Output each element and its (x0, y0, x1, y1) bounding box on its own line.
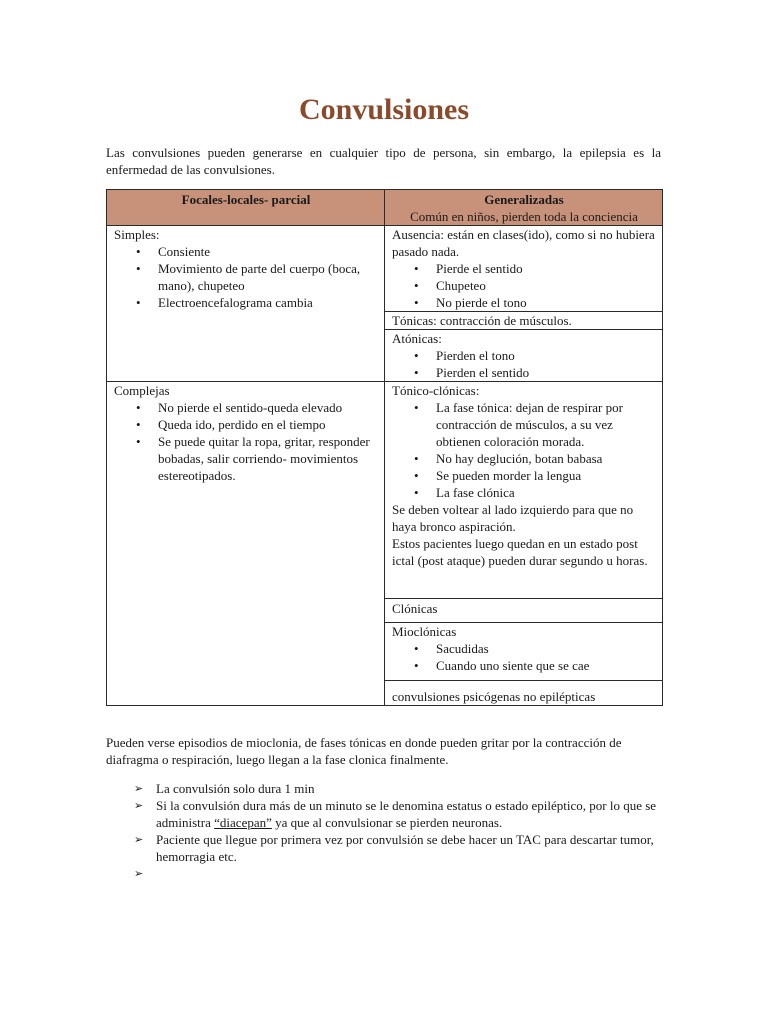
header-generalizadas-sub: Común en niños, pierden toda la conciencia (410, 209, 638, 224)
simples-list (114, 243, 378, 311)
ausencia-list (392, 260, 656, 311)
atonicas-label: Atónicas: (392, 331, 442, 346)
tonicas-label: Tónicas: contracción de músculos. (392, 313, 572, 328)
list-item: • Cuando uno siente que se cae (436, 657, 656, 674)
cell-tonicas (385, 312, 663, 330)
list-item: • Electroencefalograma cambia (158, 294, 378, 311)
tonico-clonicas-note-1: Se deben voltear al lado izquierdo para que no haya bronco aspiración. (392, 502, 634, 534)
list-item (134, 865, 661, 882)
list-item: • Pierden el sentido (436, 364, 656, 381)
header-focales (107, 190, 385, 226)
cell-tonico-clonicas (385, 382, 663, 599)
header-focales-label: Focales-locales- parcial (181, 192, 311, 207)
list-item: • La fase tónica: dejan de respirar por contracción de músculos, a su vez obtienen coloración morada. (436, 399, 656, 450)
list-item: • Movimiento de parte del cuerpo (boca, mano), chupeteo (158, 260, 378, 294)
list-item: • Chupeteo (436, 277, 656, 294)
arrow-bullet-icon: ➢ (134, 782, 144, 795)
page-title: Convulsiones (298, 93, 470, 126)
arrow-item-text-before: Si la convulsión dura más de un minuto se le denomina estatus o estado epiléptico, por lo que se administra (156, 798, 657, 830)
list-item: • No pierde el tono (436, 294, 656, 311)
arrow-list (106, 780, 661, 882)
cell-simples (107, 226, 385, 382)
list-item (134, 780, 661, 797)
arrow-item-text: Paciente que llegue por primera vez por convulsión se debe hacer un TAC para descartar tumor, hemorragia etc. (156, 832, 654, 864)
table-row (107, 226, 663, 312)
list-item: • Consiente (158, 243, 378, 260)
complejas-label: Complejas (114, 383, 170, 398)
arrow-bullet-icon: ➢ (134, 799, 144, 812)
body-paragraph: Pueden verse episodios de mioclonia, de fases tónicas en donde pueden gritar por la contracción de diafragma o respiración, luego llegan a la fase clonica finalmente. (106, 735, 622, 767)
complejas-list (114, 399, 378, 484)
simples-label: Simples: (114, 227, 160, 242)
list-item: • No hay deglución, botan babasa (436, 450, 656, 467)
list-item: • Queda ido, perdido en el tiempo (158, 416, 378, 433)
table-header-row (107, 190, 663, 226)
list-item: • Se puede quitar la ropa, gritar, responder bobadas, salir corriendo- movimientos estereotipados. (158, 433, 378, 484)
arrow-item-text-after: ya que al convulsionar se pierden neuronas. (271, 815, 503, 830)
cell-complejas (107, 382, 385, 706)
tonico-clonicas-note-2: Estos pacientes luego quedan en un estado post ictal (post ataque) pueden durar segundo u horas. (392, 536, 648, 568)
list-item: • Sacudidas (436, 640, 656, 657)
cell-clonicas (385, 599, 663, 623)
cell-atonicas (385, 330, 663, 382)
list-item: • Se pueden morder la lengua (436, 467, 656, 484)
arrow-bullet-icon: ➢ (134, 833, 144, 846)
clonicas-label: Clónicas (392, 601, 438, 616)
list-item (134, 797, 661, 831)
psicogenas-label: convulsiones psicógenas no epilépticas (392, 689, 596, 704)
seizure-table (106, 189, 663, 706)
mioclonicas-label: Mioclónicas (392, 624, 457, 639)
header-generalizadas (385, 190, 663, 226)
cell-ausencia (385, 226, 663, 312)
arrow-item-text: La convulsión solo dura 1 min (156, 781, 315, 796)
intro-paragraph: Las convulsiones pueden generarse en cualquier tipo de persona, sin embargo, la epilepsia es la enfermedad de las convulsiones. (106, 145, 661, 177)
list-item: • Pierden el tono (436, 347, 656, 364)
cell-psicogenas (385, 681, 663, 706)
atonicas-list (392, 347, 656, 381)
list-item (134, 831, 661, 865)
cell-mioclonicas (385, 623, 663, 681)
list-item: • Pierde el sentido (436, 260, 656, 277)
ausencia-label: Ausencia: están en clases(ido), como si no hubiera pasado nada. (392, 227, 655, 259)
list-item: • La fase clónica (436, 484, 656, 501)
mioclonicas-list (392, 640, 656, 674)
tonico-clonicas-list (392, 399, 656, 501)
tonico-clonicas-label: Tónico-clónicas: (392, 383, 480, 398)
header-generalizadas-label: Generalizadas (484, 192, 564, 207)
arrow-bullet-icon: ➢ (134, 867, 144, 880)
table-row (107, 382, 663, 599)
diacepan-term: “diacepan” (214, 815, 272, 830)
list-item: • No pierde el sentido-queda elevado (158, 399, 378, 416)
